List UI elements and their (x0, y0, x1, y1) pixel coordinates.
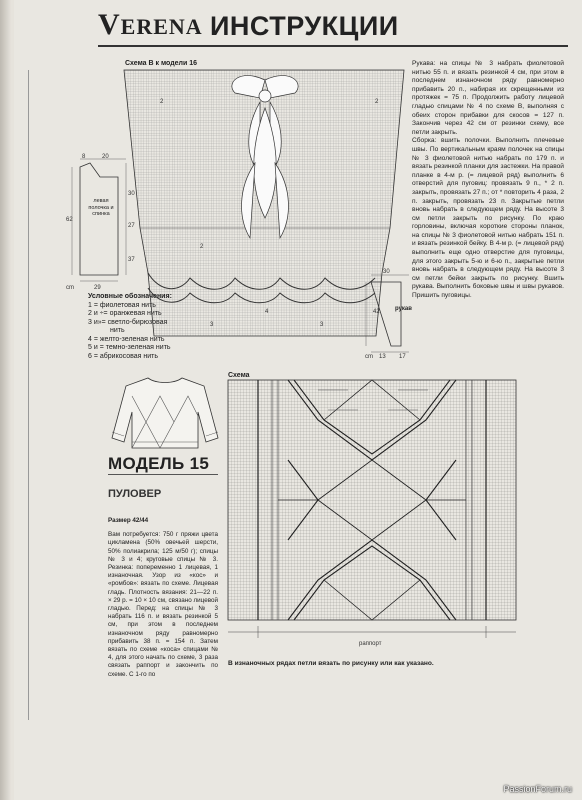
section-title: ИНСТРУКЦИИ (210, 11, 399, 41)
sleeve-units: cm (365, 354, 373, 360)
body-diagram-label: левая полочка и спинка (88, 198, 114, 217)
paragraph-sleeves: Рукава: на спицы № 3 набрать фиолетовой нитью 55 п. и вязать резинкой 4 см, при этом в последнем изнаночном ряду равномерно прибавить 20 п., набирая их скрещенными из протяжек = 75 п. Продолжить работу лицевой гладью спицами № 4 по схеме В, выполняя с обеих сторон прибавки для скосов = 127 п. Закончив через 42 см от резинки схему, все петли закрыть. (412, 60, 564, 136)
legend-item: 5 и = темно-зеленая нить (88, 344, 171, 351)
svg-text:2: 2 (160, 99, 164, 105)
body-dim-side-2: 27 (128, 223, 135, 229)
legend (88, 293, 218, 361)
watermark: PassionForum.ru (503, 784, 572, 794)
model-size: Размер 42/44 (108, 517, 149, 524)
header-rule (98, 45, 568, 47)
legend-item: 3 и»= светло-бирюзовая (88, 318, 168, 326)
sleeve-dim-bottom-2: 17 (399, 354, 406, 360)
sleeve-dim-side: 42 (373, 309, 380, 315)
legend-item: нить (110, 327, 125, 334)
body-dim-side-1: 30 (128, 191, 135, 197)
body-dim-top-2: 20 (102, 154, 109, 160)
sleeve-dim-top: 30 (383, 269, 390, 275)
body-dim-top-1: 8 (82, 154, 86, 160)
body-dim-left: 62 (66, 217, 73, 223)
scheme-label: Схема (228, 372, 250, 379)
model-heading (108, 454, 209, 500)
svg-text:2: 2 (375, 99, 379, 105)
legend-item: 6 = абрикосовая нить (88, 352, 158, 360)
svg-text:2: 2 (200, 244, 204, 250)
page-binding (0, 0, 14, 800)
model-text: Вам потребуется: 750 г пряжи цвета цикламена (50% овечьей шерсти, 50% полиакрила; 125 м/50 г); спицы № 3 и 4; круговые спицы № 3. Резинка: попеременно 1 лицевая, 1 изнаночная. Узор из «кос» и «ромбов»: вязать по схеме. Лицевая гладь. Плотность вязания: 21—22 п. × 29 р. = 10 × 10 см, связано лицевой гладью. Перед: на спицы № 3 набрать 116 п. и вязать резинкой 5 см, при этом в последнем изнаночном ряду равномерно прибавить 38 п. = 154 п. Затем вязать по схеме «коса» спицами № 4, для этого начать по схеме, 3 раза связать раппорт и закончить по схеме. С 1-го по (108, 531, 218, 678)
sleeve-diagram-label: рукав (395, 306, 412, 312)
model-rule (108, 474, 218, 475)
scheme-caption: В изнаночных рядах петли вязать по рисунку или как указано. (228, 660, 434, 667)
scheme-chart (228, 380, 528, 652)
paragraph-assembly: Сборка: вшить полочки. Выполнить плечевые швы. По вертикальным краям полочек на спицы № 3 фиолетовой нитью набрать по 179 п. и вязать резинкой планки для застежки. На правой планке в 4-м р. (= лицевой ряд) выполнить 6 отверстий для пуговиц: провязать 9 п., * 2 п. закрыть, провязать 27 п.; от * повторить 4 раза, 2 п. закрыть, провязать 23 п. Закрытые петли вновь набрать в следующем ряду. На высоте 3 см петли закрыть по рисунку. По краю горловины, включая короткие стороны планок, на спицы № 3 фиолетовой нитью набрать 151 п. и вязать резинкой бейку. В 4-м р. (= лицевой ряд) выполнить еще одно отверстие для пуговицы, для этого закрыть 5-ю и 6-ю п., закрытые петли вновь набрать в следующем ряду. На высоте 3 см петли бейки закрыть по рисунку. Вшить рукава. Выполнить боковые швы и швы рукавов. Пришить пуговицы. (412, 137, 564, 300)
scheme-b-label: Схема В к модели 16 (125, 60, 198, 67)
legend-item: 2 и ÷= оранжевая нить (88, 310, 162, 317)
margin-line (28, 70, 29, 720)
body-dim-side-3: 37 (128, 257, 135, 263)
sleeve-diagram (365, 268, 415, 358)
brand-logo: VERENA (98, 8, 203, 41)
sleeve-dim-bottom-1: 13 (379, 354, 386, 360)
svg-text:4: 4 (265, 309, 269, 315)
body-units: cm (66, 285, 74, 291)
model-title: МОДЕЛЬ 15 (108, 454, 210, 473)
body-diagram (66, 155, 138, 290)
svg-text:3: 3 (320, 322, 324, 328)
instructions-right-column (412, 60, 564, 301)
model-instructions (108, 517, 218, 679)
body-dim-bottom: 29 (94, 285, 101, 291)
legend-item: 1 = фиолетовая нить (88, 301, 156, 309)
sweater-illustration (110, 372, 220, 450)
rapport-label: раппорт (359, 641, 382, 647)
legend-item: 4 = желто-зеленая нить (88, 335, 165, 343)
svg-text:3: 3 (210, 322, 214, 328)
model-subtitle: ПУЛОВЕР (108, 488, 162, 500)
legend-title: Условные обозначения: (88, 293, 172, 300)
